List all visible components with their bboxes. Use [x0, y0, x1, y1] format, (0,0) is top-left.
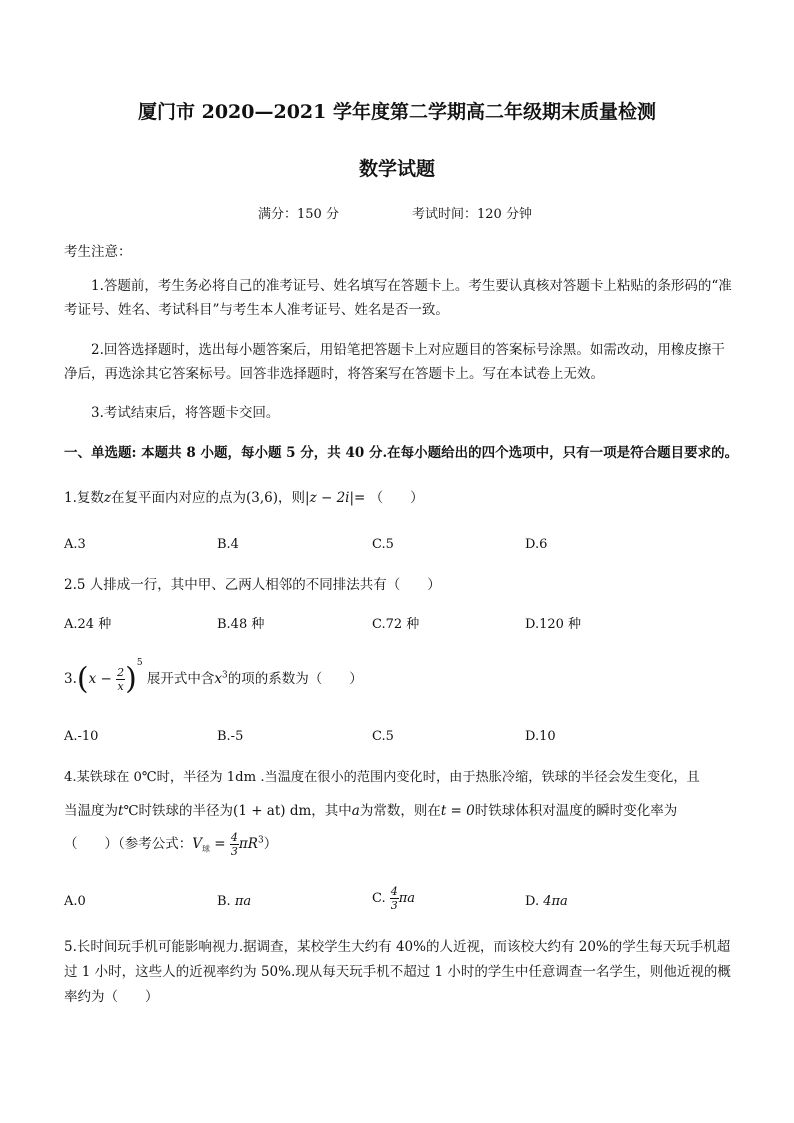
- q3-power: 5: [136, 658, 143, 668]
- notice-item-1: 1.答题前，考生务必将自己的准考证号、姓名填写在答题卡上。考生要认真核对答题卡上粘贴的条形码的“准考证号、姓名、考试科目”与考生本人准考证号、姓名是否一致。: [64, 278, 732, 318]
- q1-option-c: C.5: [372, 537, 394, 552]
- q1-comma: ，则: [278, 490, 306, 506]
- q4-option-b-label: B.: [217, 894, 231, 909]
- q4-t0: t = 0: [440, 803, 475, 819]
- q1-option-b: B.4: [217, 537, 239, 552]
- q4-frac-num: 4: [230, 831, 238, 844]
- q1-prefix: 1.复数: [64, 490, 104, 506]
- q1-point: (3,6): [246, 490, 279, 506]
- q4-eq: =: [214, 836, 226, 852]
- q1-option-d: D.6: [525, 537, 548, 552]
- q4-option-a: A.0: [64, 894, 86, 909]
- q3-option-a: A.-10: [64, 729, 99, 744]
- q1-z: z: [103, 490, 112, 506]
- q4-line3-b: ）: [263, 836, 278, 852]
- question-4-line-2: [64, 799, 677, 819]
- q2-option-b: B.48 种: [217, 617, 265, 632]
- q1-expr: |z − 2i|: [305, 490, 355, 506]
- q4-line2-e: 时铁球体积对温度的瞬时变化率为: [474, 803, 678, 819]
- q4-pir: πR: [238, 836, 258, 852]
- q3-x: x −: [88, 671, 112, 687]
- question-5-stem: 5.长时间玩手机可能影响视力.据调查，某校学生大约有 40%的人近视，而该校大约有 20%的学生每天玩手机超过 1 小时，这些人的近视率约为 50%.现从每天玩手机不超过 1 小时的学生中任意调查一名学生，则他近视的概率约为（ ）: [64, 939, 731, 1005]
- q1-mid: 在复平面内对应的点为: [111, 490, 247, 506]
- q4-option-c-fraction: [390, 886, 399, 911]
- question-3-stem: [64, 658, 363, 695]
- q4-line2-b: ℃时铁球的半径为: [123, 803, 234, 819]
- q1-tail: = （ ）: [354, 490, 424, 506]
- q1-option-a: A.3: [64, 537, 86, 552]
- q3-fraction: [116, 667, 125, 692]
- q4-v-sub: 球: [202, 844, 210, 854]
- q3-frac-den: x: [117, 680, 124, 693]
- question-2-stem: 2.5 人排成一行，其中甲、乙两人相邻的不同排法共有（ ）: [64, 577, 441, 593]
- q4-option-c: [372, 886, 415, 911]
- q3-open-paren: (: [76, 661, 89, 697]
- question-4-line-3: [64, 832, 277, 857]
- q4-option-c-label: C.: [372, 891, 386, 906]
- q3-tail: 的项的系数为（ ）: [227, 671, 363, 687]
- q4-option-b: [217, 894, 251, 909]
- q4-radius: (1 + at) dm: [233, 803, 312, 819]
- exam-title: 厦门市 2020—2021 学年度第二学期高二年级期末质量检测: [138, 101, 656, 123]
- q3-mid: 展开式中含: [146, 671, 215, 687]
- q2-option-d: D.120 种: [525, 617, 582, 632]
- q4-line3-a: （ ）（参考公式：: [64, 836, 193, 852]
- q4-line2-a: 当温度为: [64, 803, 118, 819]
- q4-v: V: [192, 836, 202, 852]
- q4-option-d-label: D.: [525, 894, 540, 909]
- q2-option-a: A.24 种: [64, 617, 112, 632]
- q3-prefix: 3.: [64, 671, 77, 687]
- q4-line2-c: ，其中: [311, 803, 352, 819]
- q4-option-c-num: 4: [390, 885, 398, 898]
- q3-frac-num: 2: [117, 666, 125, 679]
- q4-option-d-value: 4πa: [543, 894, 568, 909]
- q4-a: a: [351, 803, 360, 819]
- notice-label: 考生注意：: [64, 244, 132, 260]
- q3-xterm: x: [214, 671, 222, 687]
- q4-t: t: [118, 803, 124, 819]
- q4-frac-den: 3: [230, 845, 238, 858]
- q4-option-c-value: πa: [398, 891, 416, 906]
- q4-option-c-den: 3: [390, 899, 398, 912]
- q2-option-c: C.72 种: [372, 617, 420, 632]
- q4-fraction: [230, 832, 239, 857]
- full-score: 满分：150 分: [258, 207, 339, 222]
- q3-close-paren: ): [125, 661, 137, 697]
- q3-xpow: 3: [222, 670, 228, 681]
- exam-subtitle: 数学试题: [358, 158, 435, 180]
- question-1-stem: [64, 486, 424, 506]
- q4-option-b-value: πa: [234, 894, 252, 909]
- exam-time: 考试时间：120 分钟: [412, 207, 532, 222]
- notice-item-3: 3.考试结束后，将答题卡交回。: [91, 405, 280, 421]
- q3-option-d: D.10: [525, 729, 556, 744]
- q3-option-c: C.5: [372, 729, 394, 744]
- section-heading: 一、单选题: 本题共 8 小题，每小题 5 分，共 40 分.在每小题给出的四个选项中，只有一项是符合题目要求的。: [64, 445, 739, 461]
- notice-item-2: 2.回答选择题时，选出每小题答案后，用铅笔把答题卡上对应题目的答案标号涂黑。如需改动，用橡皮擦干净后，再选涂其它答案标号。回答非选择题时，将答案写在答题卡上。写在本试卷上无效。: [64, 342, 725, 382]
- q4-option-d: [525, 894, 568, 909]
- q3-option-b: B.-5: [217, 729, 244, 744]
- q4-line2-d: 为常数，则在: [359, 803, 441, 819]
- q4-r-pow: 3: [257, 835, 264, 846]
- question-4-line-1: 4.某铁球在 0℃时，半径为 1dm .当温度在很小的范围内变化时，由于热胀冷缩，铁球的半径会发生变化，且: [64, 770, 700, 785]
